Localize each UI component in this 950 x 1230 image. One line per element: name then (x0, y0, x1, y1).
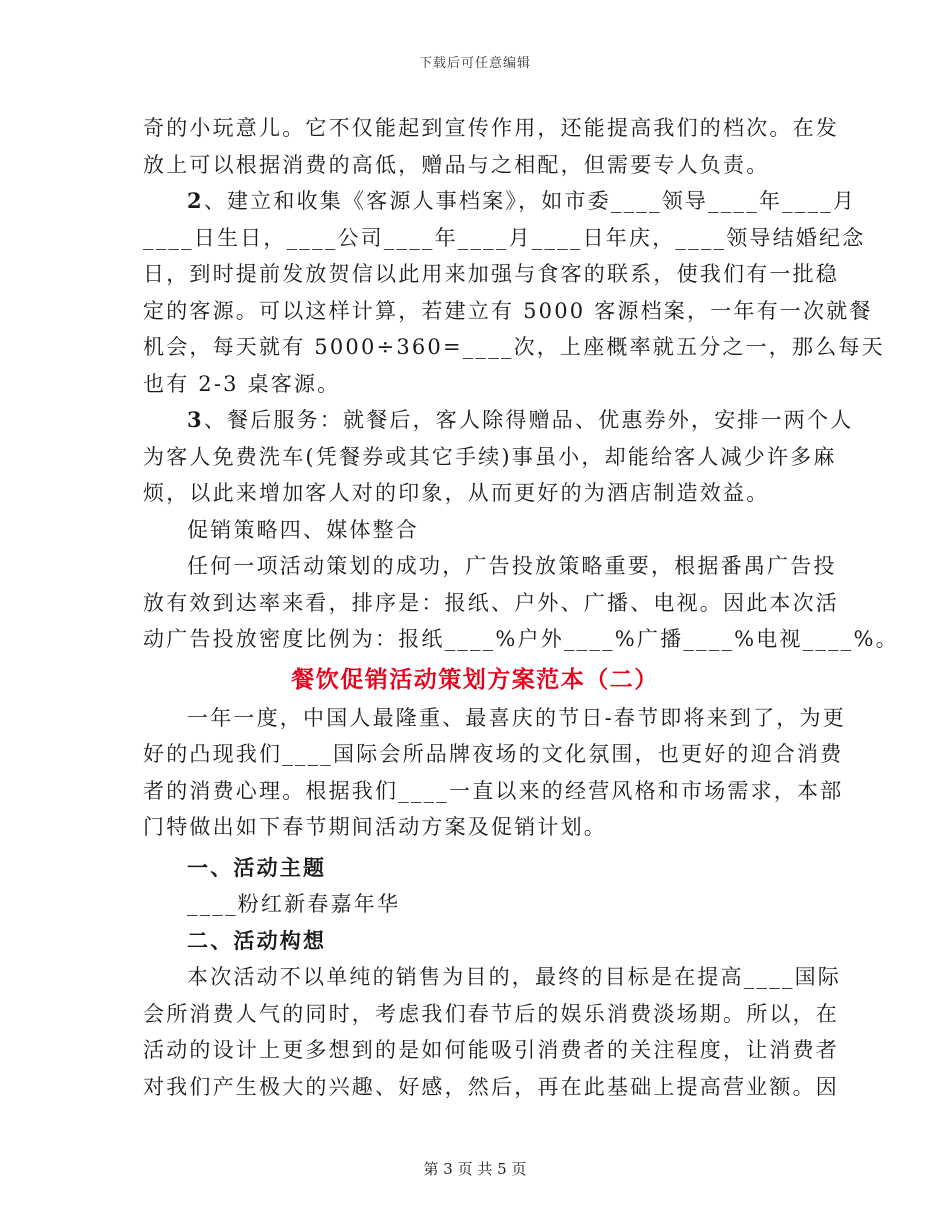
text-line: 门特做出如下春节期间活动方案及促销计划。 (143, 815, 607, 839)
text-fragment: 、建立和收集《客源人事档案》，如市委____领导____年____月 (203, 189, 857, 213)
paragraph-gifts (143, 110, 839, 183)
paragraph-concept (143, 959, 841, 1105)
paragraph-after-meal-service (143, 402, 854, 512)
text-line (143, 402, 854, 439)
text-line: 促销策略四、媒体整合 (187, 517, 419, 542)
text-line (143, 183, 857, 220)
text-line: ____粉红新春嘉年华 (187, 892, 401, 916)
subsection-heading-concept: 二、活动构想 (187, 927, 327, 953)
text-line: 定的客源。可以这样计算，若建立有 5000 客源档案，一年有一次就餐 (143, 298, 873, 323)
page-footer: 第 3 页 共 5 页 (423, 1160, 527, 1178)
text-line: 一年一度，中国人最隆重、最喜庆的节日-春节即将来到了，为更 (187, 705, 846, 730)
text-line: 奇的小玩意儿。它不仅能起到宣传作用，还能提高我们的档次。在发 (143, 116, 839, 140)
paragraph-customer-archive (143, 183, 885, 402)
text-line: 放上可以根据消费的高低，赠品与之相配，但需要专人负责。 (143, 152, 770, 177)
text-line: 机会，每天就有 5000÷360=____次，上座概率就五分之一，那么每天 (143, 335, 885, 359)
paragraph-strategy-four (143, 512, 807, 549)
item-number: 3 (187, 407, 204, 432)
text-line: 任何一项活动策划的成功，广告投放策略重要，根据番禺广告投 (187, 554, 837, 578)
text-line: 为客人免费洗车(凭餐券或其它手续)事虽小，却能给客人减少许多麻 (143, 444, 837, 469)
paragraph-intro (143, 700, 846, 846)
section-title: 餐饮促销活动策划方案范本（二） (291, 665, 659, 693)
text-line: 动广告投放密度比例为：报纸____%户外____%广播____%电视____%。 (143, 627, 899, 651)
text-line: 好的凸现我们____国际会所品牌夜场的文化氛围，也更好的迎合消费 (143, 742, 844, 766)
paragraph-theme (143, 886, 807, 923)
text-fragment: 、餐后服务：就餐后，客人除得赠品、优惠券外，安排一两个人 (203, 408, 854, 432)
page-header: 下载后可任意编辑 (418, 56, 531, 71)
text-line: 日，到时提前发放贺信以此用来加强与食客的联系，使我们有一批稳 (143, 262, 839, 286)
text-line: 活动的设计上更多想到的是如何能吸引消费者的关注程度，让消费者 (143, 1038, 839, 1062)
text-line: 会所消费人气的同时，考虑我们春节后的娱乐消费淡场期。所以，在 (143, 1001, 839, 1026)
document-body (143, 110, 899, 1105)
text-line: 也有 2-3 桌客源。 (143, 371, 341, 396)
item-number: 2 (187, 188, 204, 213)
subsection-heading-theme: 一、活动主题 (187, 854, 327, 880)
text-line: 对我们产生极大的兴趣、好感，然后，再在此基础上提高营业额。因 (143, 1074, 839, 1099)
text-line: 者的消费心理。根据我们____一直以来的经营风格和市场需求，本部 (143, 778, 844, 803)
text-line: 烦，以此来增加客人对的印象，从而更好的为酒店制造效益。 (143, 481, 770, 505)
text-line: 放有效到达率来看，排序是：报纸、户外、广播、电视。因此本次活 (143, 590, 839, 615)
paragraph-media (143, 548, 899, 658)
text-line: ____日生日，____公司____年____月____日年庆，____领导结婚纪念 (143, 225, 866, 250)
text-line: 本次活动不以单纯的销售为目的，最终的目标是在提高____国际 (187, 965, 841, 989)
